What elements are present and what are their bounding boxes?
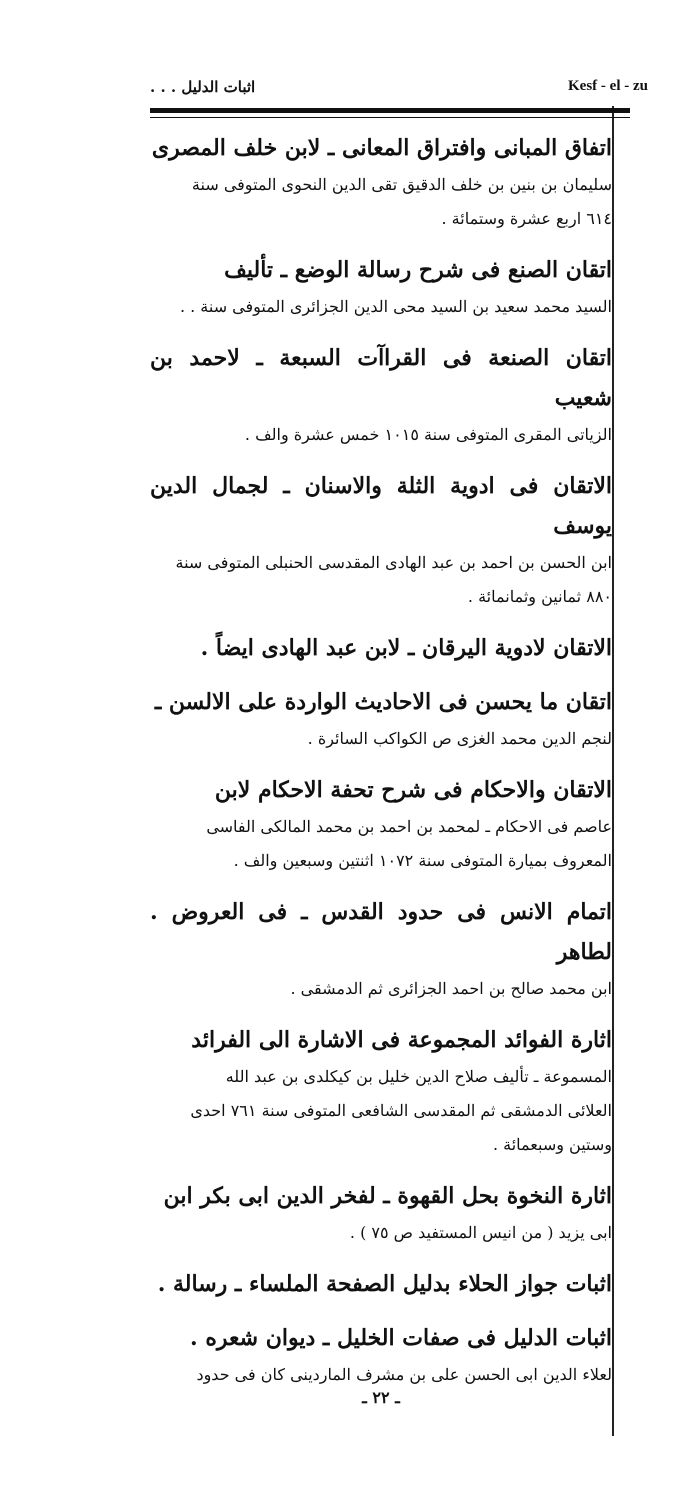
bibliography-entry [150, 628, 612, 668]
bibliography-entry [150, 1318, 612, 1392]
entry-text-line: ابى يزيد ( من انيس المستفيد ص ٧٥ ) . [349, 1223, 612, 1242]
bibliography-entry [150, 682, 612, 756]
bibliography-entry [150, 892, 612, 1006]
entry-title: اثبات الدليل فى صفات الخليل ـ ديوان شعره . [190, 1325, 612, 1351]
header-section-title: اثبات الدليل . . . [150, 78, 256, 96]
page-edge-line [612, 106, 614, 1436]
entry-text-line: سليمان بن بنين بن خلف الدقيق تقى الدين النحوى المتوفى سنة [191, 175, 612, 194]
entry-title: اتقان ما يحسن فى الاحاديث الواردة على الالسن ـ [154, 689, 612, 715]
running-header [150, 78, 648, 106]
entry-text-line: السيد محمد سعيد بن السيد محى الدين الجزائرى المتوفى سنة . . [179, 297, 612, 316]
entry-title: اثارة النخوة بحل القهوة ـ لفخر الدين ابى بكر ابن [163, 1183, 612, 1209]
entry-title: اتفاق المبانى وافتراق المعانى ـ لابن خلف المصرى [151, 135, 612, 161]
entry-title: الاتقان والاحكام فى شرح تحفة الاحكام لابن [214, 777, 612, 803]
entry-text-line: ٨٨٠ ثمانين وثمانمائة . [467, 587, 612, 606]
bibliography-entry [150, 338, 612, 452]
entry-text-line: لعلاء الدين ابى الحسن على بن مشرف الماردينى كان فى حدود [196, 1365, 612, 1384]
entry-title: الاتقان فى ادوية الثلة والاسنان ـ لجمال الدين يوسف [150, 473, 612, 539]
page-number: ـ ٢٢ ـ [362, 1388, 400, 1407]
bibliography-entry [150, 250, 612, 324]
entry-text-line: ابن محمد صالح بن احمد الجزائرى ثم الدمشقى . [290, 979, 612, 998]
entry-text-line: ابن الحسن بن احمد بن عبد الهادى المقدسى الحنبلى المتوفى سنة [175, 553, 612, 572]
entry-text-line: لنجم الدين محمد الغزى ص الكواكب السائرة . [307, 729, 612, 748]
header-volume-title: Kesf - el - zu [568, 78, 648, 94]
entry-title: اتمام الانس فى حدود القدس ـ فى العروض . لطاهر [150, 899, 612, 965]
bibliography-entry [150, 466, 612, 614]
bibliography-entry [150, 128, 612, 236]
bibliography-entry [150, 1020, 612, 1162]
entry-text-line: عاصم فى الاحكام ـ لمحمد بن احمد بن محمد المالكى الفاسى [206, 817, 612, 836]
entry-text-line: المعروف بميارة المتوفى سنة ١٠٧٢ اثنتين وسبعين والف . [233, 851, 612, 870]
entry-title: الاتقان لادوية اليرقان ـ لابن عبد الهادى ايضاً . [200, 635, 612, 661]
bibliography-entry [150, 770, 612, 878]
entry-text-line: ٦١٤ اربع عشرة وستمائة . [441, 209, 612, 228]
entry-list [150, 128, 612, 1406]
bibliography-entry [150, 1176, 612, 1250]
entry-text-line: المسموعة ـ تأليف صلاح الدين خليل بن كيكلدى بن عبد الله [225, 1067, 612, 1086]
entry-title: اتقان الصنعة فى القراآت السبعة ـ لاحمد بن شعيب [150, 345, 612, 411]
header-rule-thin [150, 117, 630, 118]
bibliography-entry [150, 1264, 612, 1304]
entry-text-line: العلائى الدمشقى ثم المقدسى الشافعى المتوفى سنة ٧٦١ احدى [190, 1101, 612, 1120]
entry-title: اثارة الفوائد المجموعة فى الاشارة الى الفرائد [191, 1027, 612, 1053]
header-rule-thick [150, 108, 630, 113]
entry-title: اتقان الصنع فى شرح رسالة الوضع ـ تأليف [224, 257, 612, 283]
entry-text-line: وستين وسبعمائة . [492, 1135, 612, 1154]
entry-title: اثبات جواز الحلاء بدليل الصفحة الملساء ـ رسالة . [157, 1271, 612, 1297]
entry-text-line: الزياتى المقرى المتوفى سنة ١٠١٥ خمس عشرة والف . [244, 425, 612, 444]
